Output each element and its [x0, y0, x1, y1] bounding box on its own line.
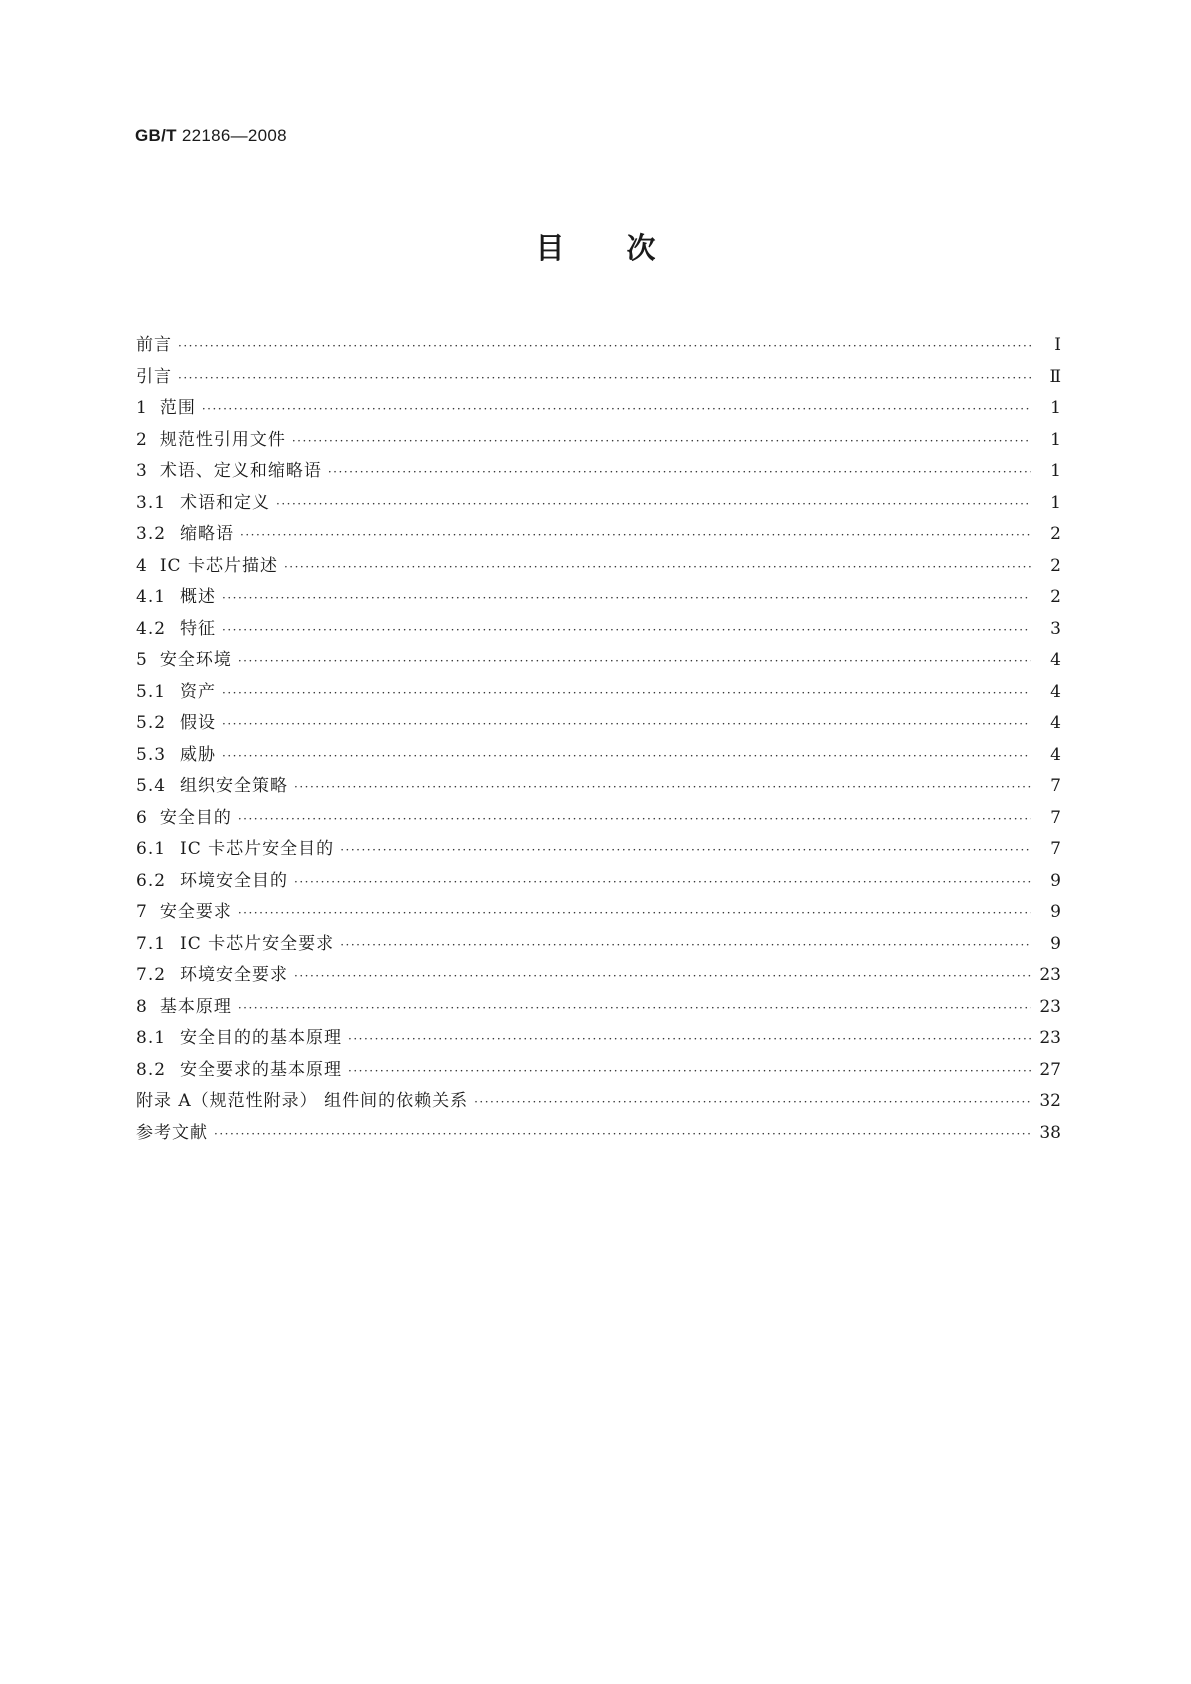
table-of-contents: [136, 330, 1061, 1149]
toc-entry-title: 附录 A（规范性附录） 组件间的依赖关系: [136, 1091, 469, 1111]
toc-entry[interactable]: [136, 866, 1061, 898]
toc-entry-number: 5.2: [136, 713, 167, 733]
toc-entry-page: 1: [1050, 492, 1061, 513]
toc-entry-title: 环境安全要求: [180, 965, 289, 985]
toc-entry[interactable]: [136, 393, 1061, 425]
toc-leader-dots: [474, 1087, 1031, 1119]
toc-leader-dots: [214, 1119, 1031, 1151]
toc-entry-number: 4: [136, 555, 148, 576]
toc-entry-label: [136, 677, 222, 709]
toc-entry-number: 8.1: [136, 1028, 167, 1048]
toc-entry-page: 2: [1050, 555, 1061, 576]
toc-entry-page: 2: [1050, 524, 1061, 544]
toc-entry[interactable]: [136, 425, 1061, 457]
toc-entry-label: [136, 519, 240, 551]
toc-entry[interactable]: [136, 1055, 1061, 1087]
toc-entry-label: [136, 582, 222, 614]
toc-entry-title: 规范性引用文件: [159, 429, 286, 450]
toc-entry-title: 术语、定义和缩略语: [159, 461, 322, 481]
toc-entry-number: 3: [136, 461, 148, 481]
toc-entry-page: 7: [1050, 807, 1061, 828]
toc-leader-dots: [284, 552, 1031, 584]
toc-entry-page: 4: [1050, 681, 1061, 702]
toc-entry-title: 安全环境: [159, 650, 232, 670]
toc-entry-number: 5.1: [136, 681, 167, 702]
standard-prefix: GB/T: [135, 126, 177, 145]
toc-entry[interactable]: [136, 614, 1061, 646]
document-code: [135, 126, 287, 146]
toc-entry[interactable]: [136, 960, 1061, 992]
toc-entry-label: [136, 803, 238, 835]
toc-entry[interactable]: [136, 1118, 1061, 1150]
toc-entry-page: 4: [1050, 744, 1061, 765]
toc-entry-page: 27: [1039, 1059, 1061, 1080]
toc-leader-dots: [294, 867, 1031, 899]
toc-entry-number: 8.2: [136, 1059, 167, 1080]
toc-entry-page: 9: [1050, 902, 1061, 922]
toc-entry[interactable]: [136, 677, 1061, 709]
toc-entry-number: 1: [136, 398, 148, 418]
toc-leader-dots: [238, 646, 1031, 678]
toc-leader-dots: [178, 363, 1031, 395]
toc-leader-dots: [178, 331, 1031, 363]
toc-entry-title: 术语和定义: [180, 492, 271, 513]
toc-entry-label: [136, 551, 284, 583]
toc-entry-title: 概述: [180, 587, 217, 607]
toc-entry-label: [136, 425, 292, 457]
toc-entry-label: [136, 362, 178, 394]
toc-entry-label: [136, 1086, 474, 1118]
toc-leader-dots: [238, 993, 1031, 1025]
toc-entry-label: [136, 456, 328, 488]
toc-leader-dots: [222, 709, 1031, 741]
toc-entry-label: [136, 1055, 348, 1087]
toc-leader-dots: [328, 457, 1031, 489]
toc-entry-page: Ⅱ: [1049, 366, 1061, 387]
toc-entry-page: 7: [1050, 776, 1061, 796]
toc-entry-page: 23: [1039, 965, 1061, 985]
toc-entry[interactable]: [136, 362, 1061, 394]
toc-entry-title: 资产: [180, 681, 217, 702]
toc-entry-label: [136, 960, 294, 992]
toc-entry-label: [136, 834, 340, 866]
toc-entry[interactable]: [136, 645, 1061, 677]
toc-entry-page: 9: [1050, 933, 1061, 954]
toc-entry-label: [136, 645, 238, 677]
toc-entry-page: 4: [1050, 713, 1061, 733]
toc-entry-number: 5: [136, 650, 148, 670]
toc-entry-title: 环境安全目的: [180, 870, 289, 891]
toc-entry[interactable]: [136, 803, 1061, 835]
toc-entry[interactable]: [136, 519, 1061, 551]
toc-entry[interactable]: [136, 708, 1061, 740]
toc-entry-page: 2: [1050, 587, 1061, 607]
toc-entry-number: 3.2: [136, 524, 167, 544]
toc-entry-title: 安全要求的基本原理: [180, 1059, 343, 1080]
toc-leader-dots: [294, 772, 1031, 804]
toc-entry-label: [136, 488, 276, 520]
toc-leader-dots: [340, 930, 1031, 962]
toc-entry-title: 缩略语: [180, 524, 235, 544]
toc-entry-page: 3: [1050, 618, 1061, 639]
toc-entry-label: [136, 708, 222, 740]
toc-entry[interactable]: [136, 740, 1061, 772]
toc-entry-page: 1: [1050, 429, 1061, 450]
toc-leader-dots: [222, 583, 1031, 615]
toc-entry-number: 5.3: [136, 744, 167, 765]
toc-leader-dots: [222, 678, 1031, 710]
toc-entry-label: [136, 393, 202, 425]
toc-leader-dots: [340, 835, 1031, 867]
toc-leader-dots: [222, 615, 1031, 647]
toc-leader-dots: [222, 741, 1031, 773]
toc-leader-dots: [240, 520, 1031, 552]
toc-entry-number: 4.1: [136, 587, 167, 607]
toc-entry-title: 引言: [136, 366, 172, 387]
toc-entry-page: 38: [1039, 1122, 1061, 1143]
toc-entry-title: 威胁: [180, 744, 217, 765]
toc-entry[interactable]: [136, 330, 1061, 362]
toc-entry-title: 前言: [136, 335, 172, 355]
toc-entry[interactable]: [136, 771, 1061, 803]
toc-entry-label: [136, 1023, 348, 1055]
toc-entry[interactable]: [136, 1086, 1061, 1118]
toc-entry-number: 7: [136, 902, 148, 922]
toc-entry-number: 6: [136, 807, 148, 828]
toc-entry-page: 4: [1050, 650, 1061, 670]
toc-leader-dots: [348, 1024, 1031, 1056]
toc-entry-label: [136, 771, 294, 803]
toc-entry-title: 参考文献: [136, 1122, 208, 1143]
toc-entry-number: 8: [136, 996, 148, 1017]
toc-entry-title: 特征: [180, 618, 217, 639]
toc-entry-page: 23: [1039, 1028, 1061, 1048]
toc-entry[interactable]: [136, 582, 1061, 614]
toc-entry-number: 7.1: [136, 933, 167, 954]
toc-entry-page: 9: [1050, 870, 1061, 891]
toc-entry-label: [136, 740, 222, 772]
toc-entry-title: 安全目的的基本原理: [180, 1028, 343, 1048]
toc-entry-number: 7.2: [136, 965, 167, 985]
toc-entry[interactable]: [136, 992, 1061, 1024]
toc-entry-label: [136, 330, 178, 362]
toc-entry-page: 32: [1039, 1091, 1061, 1111]
toc-entry-page: 7: [1050, 839, 1061, 859]
toc-entry-number: 3.1: [136, 492, 167, 513]
toc-entry-label: [136, 866, 294, 898]
toc-entry-number: 6.2: [136, 870, 167, 891]
toc-leader-dots: [202, 394, 1031, 426]
toc-entry-title: 安全要求: [159, 902, 232, 922]
page-title: 目次: [535, 231, 718, 265]
toc-entry-title: IC 卡芯片安全要求: [180, 933, 335, 954]
toc-leader-dots: [294, 961, 1031, 993]
toc-entry-label: [136, 614, 222, 646]
toc-entry-page: 23: [1039, 996, 1061, 1017]
standard-number: 22186—2008: [181, 126, 287, 145]
toc-leader-dots: [276, 489, 1031, 521]
toc-entry-title: 组织安全策略: [180, 776, 289, 796]
toc-entry[interactable]: [136, 488, 1061, 520]
toc-entry-number: 5.4: [136, 776, 167, 796]
toc-leader-dots: [238, 898, 1031, 930]
toc-entry-title: 安全目的: [159, 807, 232, 828]
toc-entry-label: [136, 897, 238, 929]
toc-entry[interactable]: [136, 1023, 1061, 1055]
toc-leader-dots: [292, 426, 1031, 458]
toc-leader-dots: [238, 804, 1031, 836]
toc-entry-title: 基本原理: [159, 996, 232, 1017]
toc-entry-title: 假设: [180, 713, 217, 733]
toc-entry[interactable]: [136, 929, 1061, 961]
toc-entry-page: 1: [1050, 398, 1061, 418]
toc-entry-page: 1: [1050, 461, 1061, 481]
toc-entry-label: [136, 992, 238, 1024]
toc-leader-dots: [348, 1056, 1031, 1088]
toc-entry-number: 4.2: [136, 618, 167, 639]
toc-entry[interactable]: [136, 551, 1061, 583]
toc-entry-label: [136, 1118, 214, 1150]
toc-entry-number: 6.1: [136, 839, 167, 859]
toc-entry-page: Ⅰ: [1054, 335, 1061, 355]
toc-entry[interactable]: [136, 897, 1061, 929]
toc-entry-number: 2: [136, 429, 148, 450]
toc-entry-title: 范围: [159, 398, 196, 418]
toc-entry[interactable]: [136, 834, 1061, 866]
toc-entry-title: IC 卡芯片安全目的: [180, 839, 335, 859]
toc-entry-label: [136, 929, 340, 961]
toc-entry[interactable]: [136, 456, 1061, 488]
toc-entry-title: IC 卡芯片描述: [159, 555, 278, 576]
